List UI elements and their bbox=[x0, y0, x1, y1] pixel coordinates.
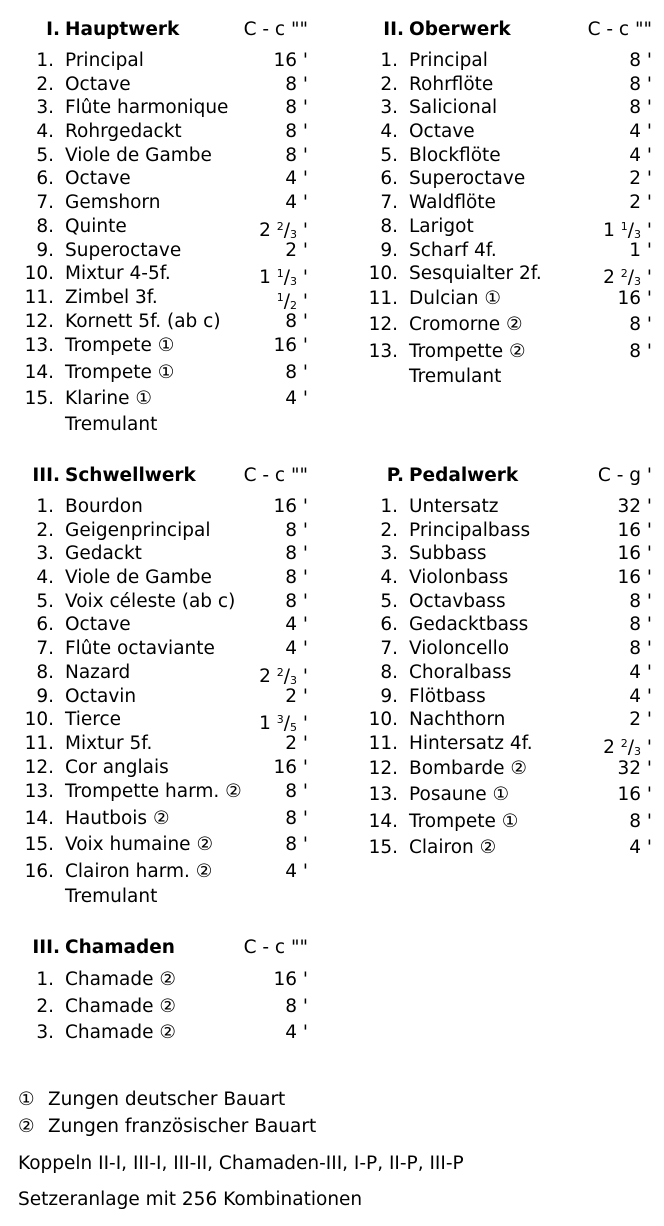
stop-number: 8. bbox=[380, 215, 398, 237]
stop-row bbox=[8, 756, 308, 780]
stop-pitch: 4 ' bbox=[285, 614, 308, 636]
stop-row bbox=[352, 590, 652, 614]
stop-name: Viole de Gambe bbox=[65, 567, 212, 589]
stop-number: 3. bbox=[36, 543, 54, 565]
stop-row bbox=[8, 708, 308, 735]
stop-pitch: 16 ' bbox=[273, 496, 308, 517]
stop-pitch: 8 ' bbox=[285, 144, 308, 166]
division-range: C - c "" bbox=[243, 937, 308, 958]
stop-number: 12. bbox=[368, 314, 398, 336]
stop-row bbox=[352, 73, 652, 97]
stop-name: Clairon harm. ② bbox=[65, 860, 213, 882]
stop-number: 9. bbox=[36, 685, 54, 707]
stop-number: 16. bbox=[24, 860, 54, 882]
stop-name: Mixtur 4-5f. bbox=[65, 263, 171, 285]
stop-row bbox=[8, 613, 308, 637]
stop-pitch: 16 ' bbox=[273, 969, 308, 990]
stop-name: Bourdon bbox=[65, 496, 143, 517]
division-name: Oberwerk bbox=[409, 19, 511, 40]
stop-number: 5. bbox=[380, 144, 398, 166]
stop-number: 8. bbox=[380, 661, 398, 683]
stop-number: 14. bbox=[368, 810, 398, 832]
stop-number: 14. bbox=[24, 361, 54, 383]
stop-name: Octave bbox=[65, 614, 131, 636]
stop-number: 7. bbox=[36, 638, 54, 660]
circled-two-icon: ② bbox=[18, 1116, 35, 1137]
stop-pitch: 1 $^1/_3$ ' bbox=[603, 219, 652, 241]
stop-row bbox=[352, 215, 652, 239]
stop-name: Flûte octaviante bbox=[65, 638, 215, 660]
stop-row bbox=[352, 167, 652, 191]
division-number: I. bbox=[46, 19, 60, 40]
stop-number: 12. bbox=[24, 310, 54, 332]
stop-number: 15. bbox=[24, 388, 54, 410]
stop-pitch: 8 ' bbox=[629, 50, 652, 71]
stop-pitch: 1 ' bbox=[629, 239, 652, 261]
stop-number: 6. bbox=[380, 168, 398, 190]
stop-name: Gedacktbass bbox=[409, 614, 529, 636]
stop-name: Subbass bbox=[409, 543, 487, 565]
stop-number: 1. bbox=[36, 50, 54, 71]
stop-pitch: $^1/_2$ ' bbox=[276, 290, 308, 312]
stop-number: 12. bbox=[24, 756, 54, 778]
stop-pitch: 4 ' bbox=[629, 144, 652, 166]
tremulant-label: Tremulant bbox=[409, 366, 502, 388]
stop-pitch: 4 ' bbox=[285, 860, 308, 882]
stop-number: 5. bbox=[36, 590, 54, 612]
stop-name: Rohrflöte bbox=[409, 73, 494, 95]
stop-pitch: 8 ' bbox=[285, 807, 308, 829]
stop-row bbox=[8, 732, 308, 756]
stop-number: 4. bbox=[36, 567, 54, 589]
stop-name: Superoctave bbox=[65, 239, 182, 261]
stop-number: 7. bbox=[380, 192, 398, 214]
tremulant-row bbox=[352, 365, 652, 389]
stop-name: Flötbass bbox=[409, 685, 486, 707]
stop-row bbox=[8, 215, 308, 239]
stop-number: 3. bbox=[380, 543, 398, 565]
stop-number: 5. bbox=[36, 144, 54, 166]
stop-row bbox=[352, 96, 652, 120]
stop-row bbox=[8, 191, 308, 215]
stop-number: 11. bbox=[368, 732, 398, 754]
stop-row bbox=[8, 49, 308, 73]
stop-pitch: 8 ' bbox=[285, 121, 308, 143]
stop-number: 2. bbox=[380, 519, 398, 541]
stop-number: 8. bbox=[36, 661, 54, 683]
stop-number: 10. bbox=[24, 709, 54, 731]
division-header bbox=[8, 934, 308, 962]
stop-row bbox=[8, 262, 308, 289]
stop-pitch: 8 ' bbox=[629, 590, 652, 612]
stop-pitch: 4 ' bbox=[629, 837, 652, 859]
stop-row bbox=[8, 310, 308, 334]
stop-name: Trompete ① bbox=[65, 335, 175, 357]
stop-number: 7. bbox=[36, 192, 54, 214]
stop-number: 2. bbox=[36, 73, 54, 95]
stop-row bbox=[8, 806, 308, 833]
stop-name: Kornett 5f. (ab c) bbox=[65, 310, 221, 332]
stop-name: Rohrgedackt bbox=[65, 121, 182, 143]
stop-name: Scharf 4f. bbox=[409, 239, 497, 261]
stop-row bbox=[352, 312, 652, 339]
stop-number: 10. bbox=[368, 263, 398, 285]
division-header bbox=[352, 462, 652, 490]
stop-pitch: 2 ' bbox=[629, 168, 652, 190]
stop-pitch: 8 ' bbox=[285, 310, 308, 332]
stop-name: Gemshorn bbox=[65, 192, 161, 214]
stop-pitch: 4 ' bbox=[629, 121, 652, 143]
stop-number: 2. bbox=[36, 995, 54, 1017]
stop-name: Untersatz bbox=[409, 496, 499, 517]
stop-number: 1. bbox=[380, 50, 398, 71]
stop-pitch: 8 ' bbox=[629, 97, 652, 119]
stop-number: 3. bbox=[380, 97, 398, 119]
stop-row bbox=[8, 386, 308, 413]
stop-name: Trompete ① bbox=[65, 361, 175, 383]
stop-row bbox=[352, 339, 652, 366]
stop-name: Geigenprincipal bbox=[65, 519, 211, 541]
stop-row bbox=[8, 360, 308, 387]
stop-pitch: 4 ' bbox=[285, 388, 308, 410]
stop-pitch: 2 ' bbox=[285, 732, 308, 754]
stop-number: 11. bbox=[24, 732, 54, 754]
stop-row bbox=[8, 859, 308, 886]
stop-row bbox=[8, 333, 308, 360]
stop-pitch: 8 ' bbox=[285, 361, 308, 383]
stop-name: Trompete ① bbox=[409, 810, 519, 832]
division-oberwerk bbox=[352, 16, 652, 389]
stop-row bbox=[352, 732, 652, 756]
stop-pitch: 4 ' bbox=[629, 685, 652, 707]
stop-pitch: 8 ' bbox=[285, 781, 308, 803]
stop-pitch: 8 ' bbox=[285, 834, 308, 856]
stop-row bbox=[352, 782, 652, 809]
stop-name: Violonbass bbox=[409, 567, 509, 589]
stop-row bbox=[352, 809, 652, 836]
stop-name: Nachthorn bbox=[409, 709, 506, 731]
division-hauptwerk bbox=[8, 16, 308, 437]
stop-row bbox=[352, 120, 652, 144]
division-header bbox=[8, 16, 308, 44]
stop-pitch: 1 $^3/_5$ ' bbox=[259, 713, 308, 735]
stop-number: 6. bbox=[380, 614, 398, 636]
stop-name: Octave bbox=[65, 73, 131, 95]
stop-row bbox=[352, 685, 652, 709]
stop-number: 1. bbox=[36, 969, 54, 990]
stop-row bbox=[352, 262, 652, 289]
stop-row bbox=[352, 191, 652, 215]
stop-row bbox=[352, 637, 652, 661]
stop-number: 3. bbox=[36, 97, 54, 119]
division-number: P. bbox=[386, 465, 404, 486]
stop-pitch: 2 $^2/_3$ ' bbox=[259, 665, 308, 687]
stop-pitch: 8 ' bbox=[285, 567, 308, 589]
stop-row bbox=[8, 994, 308, 1021]
stop-number: 11. bbox=[368, 287, 398, 309]
couplers-text: Koppeln II-I, III-I, III-II, Chamaden-III, I-P, II-P, III-P bbox=[18, 1153, 464, 1174]
stop-name: Bombarde ② bbox=[409, 757, 527, 779]
stop-name: Klarine ① bbox=[65, 388, 152, 410]
stop-row bbox=[8, 566, 308, 590]
stop-number: 13. bbox=[24, 781, 54, 803]
stop-row bbox=[8, 239, 308, 263]
stop-number: 2. bbox=[36, 519, 54, 541]
division-number: III. bbox=[32, 937, 60, 958]
stop-pitch: 16 ' bbox=[617, 784, 652, 806]
stop-pitch: 16 ' bbox=[273, 335, 308, 357]
stop-number: 11. bbox=[24, 286, 54, 308]
stop-number: 9. bbox=[380, 239, 398, 261]
stop-name: Viole de Gambe bbox=[65, 144, 212, 166]
stop-pitch: 4 ' bbox=[285, 192, 308, 214]
legend-text: Zungen deutscher Bauart bbox=[48, 1089, 286, 1110]
stop-pitch: 16 ' bbox=[617, 287, 652, 309]
stop-name: Voix céleste (ab c) bbox=[65, 590, 236, 612]
division-name: Chamaden bbox=[65, 937, 175, 958]
stop-pitch: 2 $^2/_3$ ' bbox=[603, 736, 652, 758]
stop-name: Principal bbox=[409, 50, 488, 71]
stop-name: Zimbel 3f. bbox=[65, 286, 158, 308]
stop-name: Octave bbox=[65, 168, 131, 190]
stop-number: 13. bbox=[368, 784, 398, 806]
stop-row bbox=[8, 286, 308, 310]
stop-name: Chamade ② bbox=[65, 995, 176, 1017]
stop-number: 7. bbox=[380, 638, 398, 660]
division-header bbox=[352, 16, 652, 44]
stop-name: Blockflöte bbox=[409, 144, 501, 166]
stop-row bbox=[352, 661, 652, 685]
stop-name: Salicional bbox=[409, 97, 498, 119]
stop-pitch: 8 ' bbox=[629, 810, 652, 832]
stop-number: 3. bbox=[36, 1022, 54, 1043]
stop-pitch: 2 $^2/_3$ ' bbox=[603, 267, 652, 289]
stop-row bbox=[352, 566, 652, 590]
division-range: C - c "" bbox=[587, 19, 652, 40]
division-chamaden bbox=[8, 934, 308, 1047]
stop-number: 1. bbox=[380, 496, 398, 517]
stop-pitch: 16 ' bbox=[617, 543, 652, 565]
stop-row bbox=[8, 685, 308, 709]
stop-name: Gedackt bbox=[65, 543, 142, 565]
circled-one-icon: ① bbox=[18, 1089, 35, 1110]
stop-row bbox=[352, 49, 652, 73]
stop-pitch: 8 ' bbox=[629, 314, 652, 336]
stop-row bbox=[352, 519, 652, 543]
stop-name: Mixtur 5f. bbox=[65, 732, 153, 754]
stop-pitch: 2 ' bbox=[285, 685, 308, 707]
stop-name: Chamade ② bbox=[65, 1022, 176, 1043]
division-name: Hauptwerk bbox=[65, 19, 180, 40]
division-range: C - c "" bbox=[243, 465, 308, 486]
stop-name: Dulcian ① bbox=[409, 287, 501, 309]
stop-number: 9. bbox=[380, 685, 398, 707]
stop-number: 4. bbox=[380, 121, 398, 143]
stop-name: Voix humaine ② bbox=[65, 834, 214, 856]
stop-name: Clairon ② bbox=[409, 837, 497, 859]
stop-row bbox=[352, 756, 652, 783]
stop-row bbox=[8, 832, 308, 859]
stop-row bbox=[8, 120, 308, 144]
stop-number: 6. bbox=[36, 168, 54, 190]
stop-name: Principalbass bbox=[409, 519, 531, 541]
division-name: Pedalwerk bbox=[409, 465, 519, 486]
stop-row bbox=[352, 239, 652, 263]
tremulant-row bbox=[8, 413, 308, 437]
stop-pitch: 8 ' bbox=[285, 519, 308, 541]
stop-name: Superoctave bbox=[409, 168, 526, 190]
stop-number: 13. bbox=[24, 335, 54, 357]
stop-row bbox=[8, 73, 308, 97]
stop-number: 2. bbox=[380, 73, 398, 95]
stop-pitch: 8 ' bbox=[285, 73, 308, 95]
stop-number: 15. bbox=[24, 834, 54, 856]
stop-row bbox=[8, 542, 308, 566]
stop-pitch: 16 ' bbox=[617, 567, 652, 589]
stop-pitch: 8 ' bbox=[629, 638, 652, 660]
stop-row bbox=[352, 542, 652, 566]
stop-pitch: 8 ' bbox=[285, 995, 308, 1017]
stop-name: Larigot bbox=[409, 215, 474, 237]
stop-pitch: 8 ' bbox=[285, 97, 308, 119]
stop-number: 1. bbox=[36, 496, 54, 517]
stop-name: Trompette ② bbox=[409, 340, 526, 362]
stop-name: Octavin bbox=[65, 685, 137, 707]
stop-number: 4. bbox=[380, 567, 398, 589]
stop-name: Choralbass bbox=[409, 661, 512, 683]
stop-row bbox=[352, 144, 652, 168]
division-range: C - c "" bbox=[243, 19, 308, 40]
stop-row bbox=[8, 637, 308, 661]
tremulant-label: Tremulant bbox=[65, 886, 158, 908]
stop-name: Nazard bbox=[65, 661, 131, 683]
stop-name: Quinte bbox=[65, 215, 127, 237]
stop-number: 14. bbox=[24, 807, 54, 829]
stop-row bbox=[352, 286, 652, 313]
stop-pitch: 16 ' bbox=[273, 50, 308, 71]
stop-row bbox=[8, 1020, 308, 1047]
stop-pitch: 2 ' bbox=[285, 239, 308, 261]
legend-text: Zungen französischer Bauart bbox=[48, 1116, 317, 1137]
stop-number: 12. bbox=[368, 757, 398, 779]
stop-pitch: 8 ' bbox=[285, 590, 308, 612]
stop-pitch: 1 $^1/_3$ ' bbox=[259, 267, 308, 289]
stop-pitch: 4 ' bbox=[629, 661, 652, 683]
tremulant-label: Tremulant bbox=[65, 413, 158, 435]
legend-item bbox=[18, 1113, 316, 1140]
stop-pitch: 8 ' bbox=[629, 73, 652, 95]
tremulant-row bbox=[8, 885, 308, 909]
stop-name: Octavbass bbox=[409, 590, 506, 612]
division-range: C - g ' bbox=[597, 465, 652, 486]
stop-number: 13. bbox=[368, 340, 398, 362]
stop-row bbox=[8, 144, 308, 168]
stop-row bbox=[8, 967, 308, 994]
stop-name: Hautbois ② bbox=[65, 807, 170, 829]
stop-row bbox=[8, 167, 308, 191]
stop-name: Cromorne ② bbox=[409, 314, 523, 336]
division-number: II. bbox=[383, 19, 404, 40]
stop-name: Tierce bbox=[65, 709, 122, 731]
stop-row bbox=[8, 661, 308, 685]
stop-name: Principal bbox=[65, 50, 144, 71]
combinations-text: Setzeranlage mit 256 Kombinationen bbox=[18, 1189, 363, 1210]
stop-name: Violoncello bbox=[409, 638, 510, 660]
stop-pitch: 4 ' bbox=[285, 638, 308, 660]
legend bbox=[18, 1086, 316, 1140]
stop-number: 10. bbox=[24, 263, 54, 285]
stop-pitch: 4 ' bbox=[285, 1022, 308, 1043]
stop-row bbox=[352, 835, 652, 862]
stop-number: 10. bbox=[368, 709, 398, 731]
stop-row bbox=[352, 708, 652, 732]
stop-row bbox=[8, 519, 308, 543]
division-name: Schwellwerk bbox=[65, 465, 196, 486]
stop-row bbox=[352, 495, 652, 519]
stop-pitch: 8 ' bbox=[629, 340, 652, 362]
stop-pitch: 8 ' bbox=[629, 614, 652, 636]
stop-pitch: 32 ' bbox=[617, 757, 652, 779]
stop-pitch: 16 ' bbox=[273, 756, 308, 778]
legend-item bbox=[18, 1086, 316, 1113]
stop-row bbox=[352, 613, 652, 637]
division-pedalwerk bbox=[352, 462, 652, 862]
stop-pitch: 2 ' bbox=[629, 192, 652, 214]
stop-name: Sesquialter 2f. bbox=[409, 263, 542, 285]
stop-row bbox=[8, 495, 308, 519]
stop-name: Cor anglais bbox=[65, 756, 169, 778]
stop-row bbox=[8, 96, 308, 120]
stop-name: Hintersatz 4f. bbox=[409, 732, 533, 754]
stop-name: Posaune ① bbox=[409, 784, 510, 806]
stop-pitch: 32 ' bbox=[617, 496, 652, 517]
stop-number: 4. bbox=[36, 121, 54, 143]
stop-row bbox=[8, 779, 308, 806]
stop-row bbox=[8, 590, 308, 614]
division-header bbox=[8, 462, 308, 490]
stop-number: 8. bbox=[36, 215, 54, 237]
stop-name: Octave bbox=[409, 121, 475, 143]
stop-number: 9. bbox=[36, 239, 54, 261]
stop-number: 15. bbox=[368, 837, 398, 859]
division-schwellwerk bbox=[8, 462, 308, 909]
stop-number: 5. bbox=[380, 590, 398, 612]
stop-pitch: 2 $^2/_3$ ' bbox=[259, 219, 308, 241]
division-number: III. bbox=[32, 465, 60, 486]
stop-name: Flûte harmonique bbox=[65, 97, 229, 119]
stop-pitch: 16 ' bbox=[617, 519, 652, 541]
stop-name: Trompette harm. ② bbox=[65, 781, 242, 803]
stop-pitch: 4 ' bbox=[285, 168, 308, 190]
stop-pitch: 2 ' bbox=[629, 709, 652, 731]
stop-pitch: 8 ' bbox=[285, 543, 308, 565]
stop-name: Waldflöte bbox=[409, 192, 496, 214]
stop-number: 6. bbox=[36, 614, 54, 636]
stop-name: Chamade ② bbox=[65, 969, 176, 990]
